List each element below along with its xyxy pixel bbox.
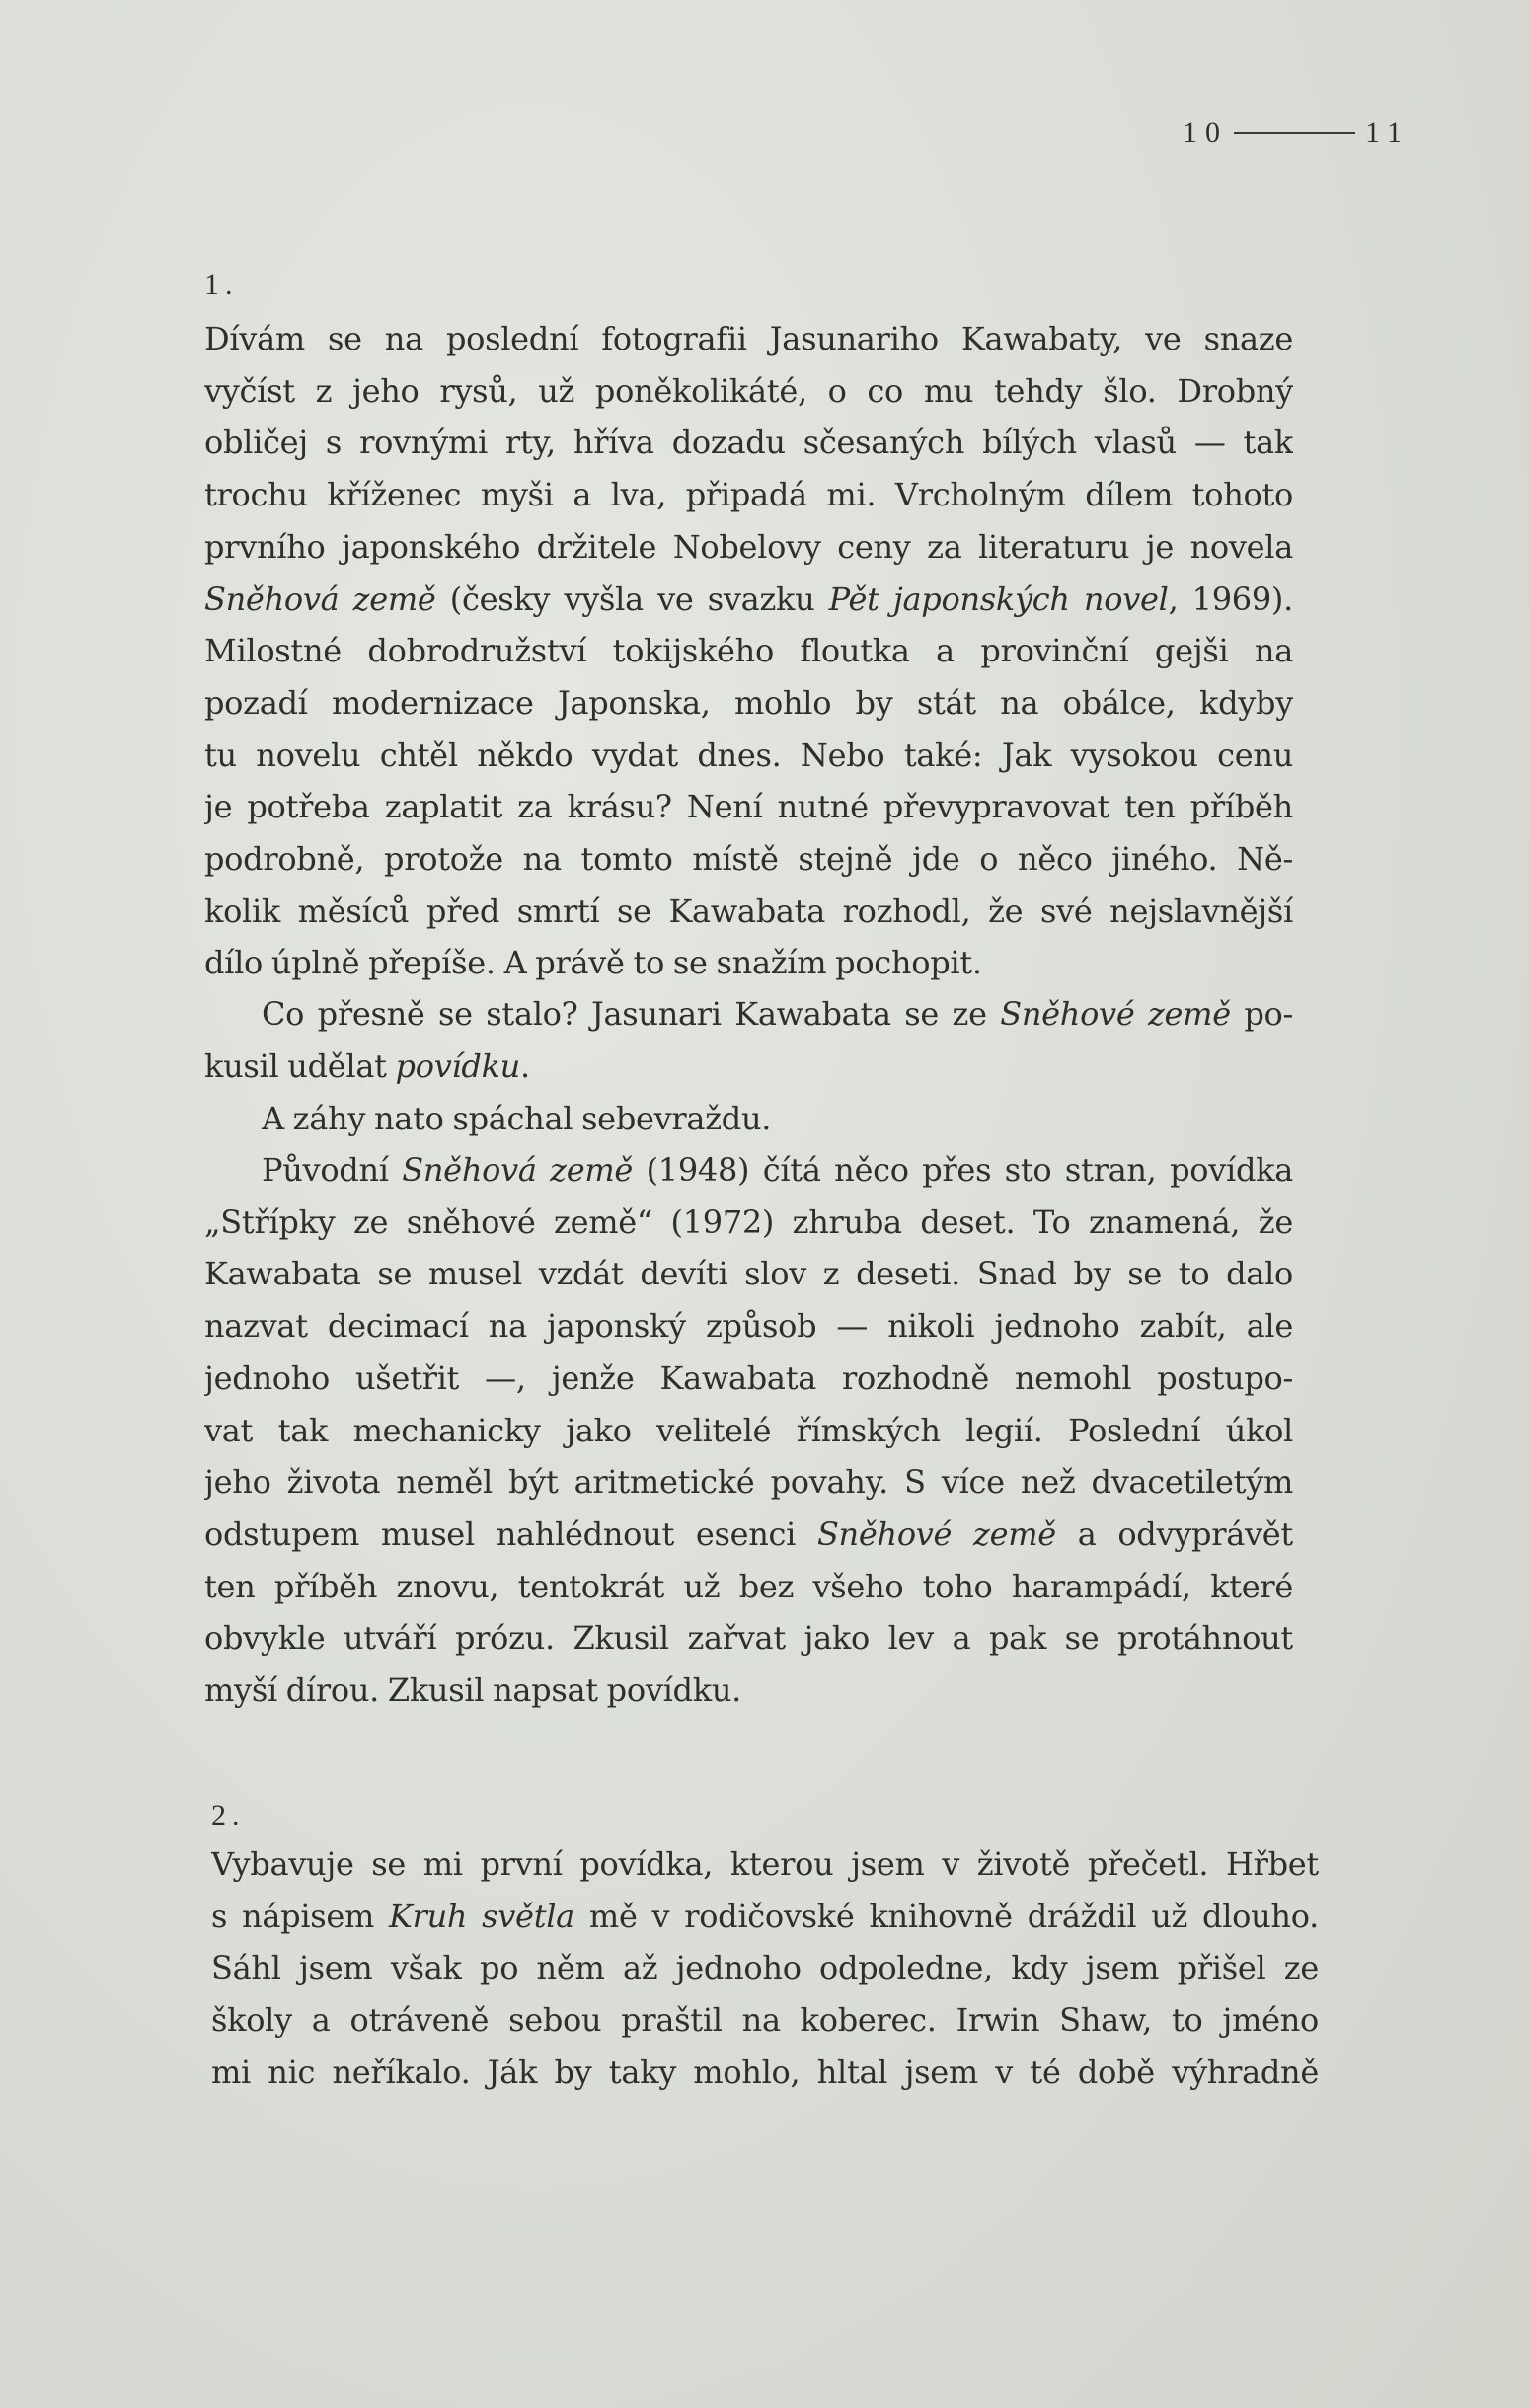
- text-line: Co přesně se stalo? Jasunari Kawabata se ze Sněhové země po-: [262, 995, 1293, 1033]
- text-line: prvního japonského držitele Nobelovy ceny za literaturu je novela: [204, 527, 1293, 566]
- text-line: tu novelu chtěl někdo vydat dnes. Nebo také: Jak vysokou cenu: [204, 736, 1293, 774]
- italic-title: Sněhové země: [1000, 995, 1231, 1033]
- text-line: je potřeba zaplatit za krásu? Není nutné převypravovat ten příběh: [204, 788, 1293, 826]
- page-number-rule: [1234, 132, 1355, 134]
- text-line: ten příběh znovu, tentokrát už bez všeho toho harampádí, které: [204, 1567, 1293, 1605]
- section-2-paragraph-1: [211, 1838, 1319, 2099]
- section-1-paragraph-4: [204, 1144, 1293, 1717]
- italic-title: Sněhové země: [816, 1515, 1056, 1553]
- text-line: pozadí modernizace Japonska, mohlo by stát na obálce, kdyby: [204, 683, 1293, 722]
- text-line: trochu kříženec myši a lva, připadá mi. Vrcholným dílem tohoto: [204, 476, 1293, 514]
- italic-title: Pět japonských novel: [828, 580, 1169, 618]
- text-line: obličej s rovnými rty, hříva dozadu sčesaných bílých vlasů — tak: [204, 424, 1293, 462]
- text-line: odstupem musel nahlédnout esenci Sněhové země a odvyprávět: [204, 1515, 1293, 1553]
- page-number-right: 11: [1365, 117, 1410, 149]
- section-1-paragraph-3: [204, 1093, 1293, 1145]
- italic-title: Kruh světla: [389, 1897, 574, 1935]
- text-line: školy a otráveně sebou praštil na koberec. Irwin Shaw, to jméno: [211, 2001, 1319, 2040]
- italic-title: Sněhová země: [402, 1151, 634, 1189]
- text-line: Sáhl jsem však po něm až jednoho odpoledne, kdy jsem přišel ze: [211, 1949, 1319, 1987]
- text-line: vyčíst z jeho rysů, už poněkolikáté, o co mu tehdy šlo. Drobný: [204, 371, 1293, 410]
- text-line: kolik měsíců před smrtí se Kawabata rozhodl, že své nejslavnější: [204, 892, 1293, 930]
- text-line: Dívám se na poslední fotografii Jasunariho Kawabaty, ve snaze: [204, 320, 1293, 357]
- page-number: [1183, 117, 1410, 150]
- text-line: vat tak mechanicky jako velitelé římských legií. Poslední úkol: [204, 1411, 1293, 1449]
- page-number-left: 10: [1183, 117, 1228, 149]
- text-line: Původní Sněhová země (1948) čítá něco přes sto stran, povídka: [262, 1151, 1293, 1189]
- text-line: Kawabata se musel vzdát devíti slov z deseti. Snad by se to dalo: [204, 1255, 1293, 1293]
- section-number-1: 1.: [204, 269, 239, 301]
- text-line: obvykle utváří prózu. Zkusil zařvat jako lev a pak se protáhnout: [204, 1619, 1293, 1658]
- text-line: myší dírou. Zkusil napsat povídku.: [204, 1671, 742, 1710]
- text-line: „Střípky ze sněhové země“ (1972) zhruba deset. To znamená, že: [204, 1203, 1293, 1241]
- text-line: s nápisem Kruh světla mě v rodičovské knihovně dráždil už dlouho.: [211, 1897, 1319, 1935]
- text-line: A záhy nato spáchal sebevraždu.: [262, 1100, 772, 1137]
- section-1-paragraph-1: [204, 313, 1293, 989]
- section-1-paragraph-2: [204, 988, 1293, 1092]
- section-number-2: 2.: [211, 1799, 246, 1831]
- text-line: Milostné dobrodružství tokijského floutka a provinční gejši na: [204, 632, 1293, 670]
- text-line: jeho života neměl být aritmetické povahy. S více než dvacetiletým: [204, 1463, 1293, 1502]
- text-line: nazvat decimací na japonský způsob — nikoli jednoho zabít, ale: [204, 1307, 1293, 1346]
- text-line: jednoho ušetřit —, jenže Kawabata rozhodně nemohl postupo-: [204, 1359, 1293, 1397]
- text-line: kusil udělat povídku.: [204, 1047, 530, 1085]
- text-line: Sněhová země (česky vyšla ve svazku Pět japonských novel, 1969).: [204, 580, 1293, 618]
- text-line: podrobně, protože na tomto místě stejně jde o něco jiného. Ně-: [204, 840, 1293, 879]
- italic-title: povídku: [395, 1047, 520, 1085]
- italic-title: Sněhová země: [204, 580, 436, 618]
- text-line: dílo úplně přepíše. A právě to se snažím pochopit.: [204, 944, 982, 982]
- text-line: Vybavuje se mi první povídka, kterou jsem v životě přečetl. Hřbet: [211, 1845, 1319, 1883]
- text-line: mi nic neříkalo. Ják by taky mohlo, hltal jsem v té době výhradně: [211, 2053, 1319, 2091]
